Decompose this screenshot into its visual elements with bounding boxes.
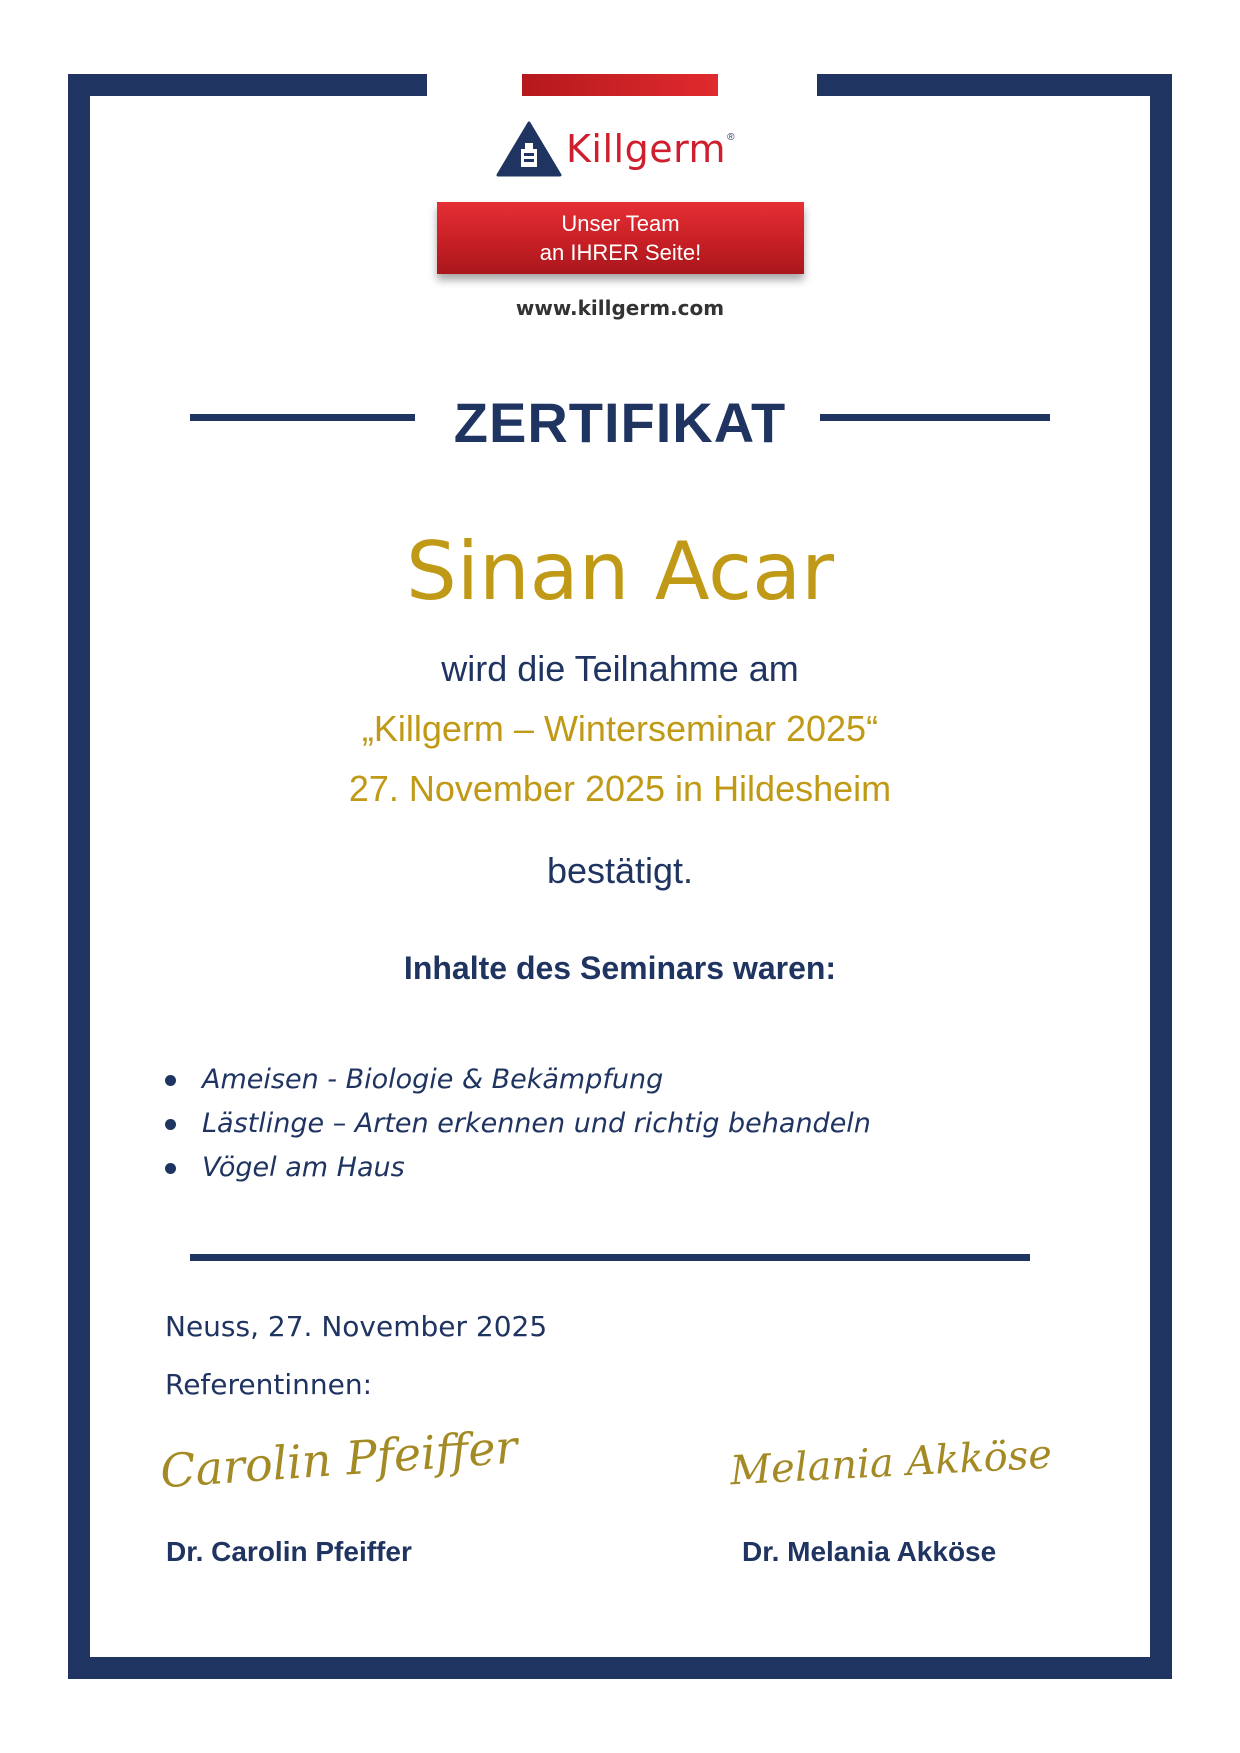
bullet-icon [165, 1119, 176, 1130]
certificate-title: ZERTIFIKAT [453, 391, 787, 454]
topic-label: Vögel am Haus [202, 1152, 405, 1183]
topic-label: Ameisen - Biologie & Bekämpfung [202, 1064, 664, 1095]
signature-carolin-pfeiffer: Carolin Pfeiffer [158, 1419, 520, 1499]
list-item [165, 1058, 871, 1102]
place-date: Neuss, 27. November 2025 [165, 1310, 548, 1343]
event-date-location: 27. November 2025 in Hildesheim [348, 768, 892, 809]
tagline-line-1: Unser Team [561, 211, 680, 236]
red-accent-bar [522, 74, 718, 96]
tagline-banner [437, 202, 804, 274]
list-item [165, 1146, 871, 1190]
confirmation-text: bestätigt. [546, 850, 694, 891]
recipient-name: Sinan Acar [405, 525, 835, 618]
topics-list [165, 1058, 871, 1190]
tagline-line-2: an IHRER Seite! [539, 240, 702, 265]
website-link[interactable]: www.killgerm.com [515, 296, 725, 320]
brand-name: Killgerm [566, 127, 727, 171]
bullet-icon [165, 1163, 176, 1174]
bullet-icon [165, 1075, 176, 1086]
list-item [165, 1102, 871, 1146]
title-rule-right [820, 414, 1050, 421]
topic-label: Lästlinge – Arten erkennen und richtig behandeln [202, 1108, 871, 1139]
speakers-label: Referentinnen: [165, 1368, 373, 1401]
registered-mark: ® [727, 132, 735, 143]
participation-intro: wird die Teilnahme am [441, 648, 799, 689]
footer-rule [190, 1254, 1030, 1261]
killgerm-triangle-icon [496, 121, 562, 177]
speaker-name-2: Dr. Melania Akköse [742, 1536, 997, 1567]
killgerm-logo [496, 118, 734, 180]
signature-melania-akkoese: Melania Akköse [729, 1431, 1054, 1495]
title-rule-left [190, 414, 415, 421]
contents-heading: Inhalte des Seminars waren: [403, 950, 837, 986]
speaker-name-1: Dr. Carolin Pfeiffer [166, 1536, 412, 1567]
event-name: „Killgerm – Winterseminar 2025“ [361, 708, 879, 749]
